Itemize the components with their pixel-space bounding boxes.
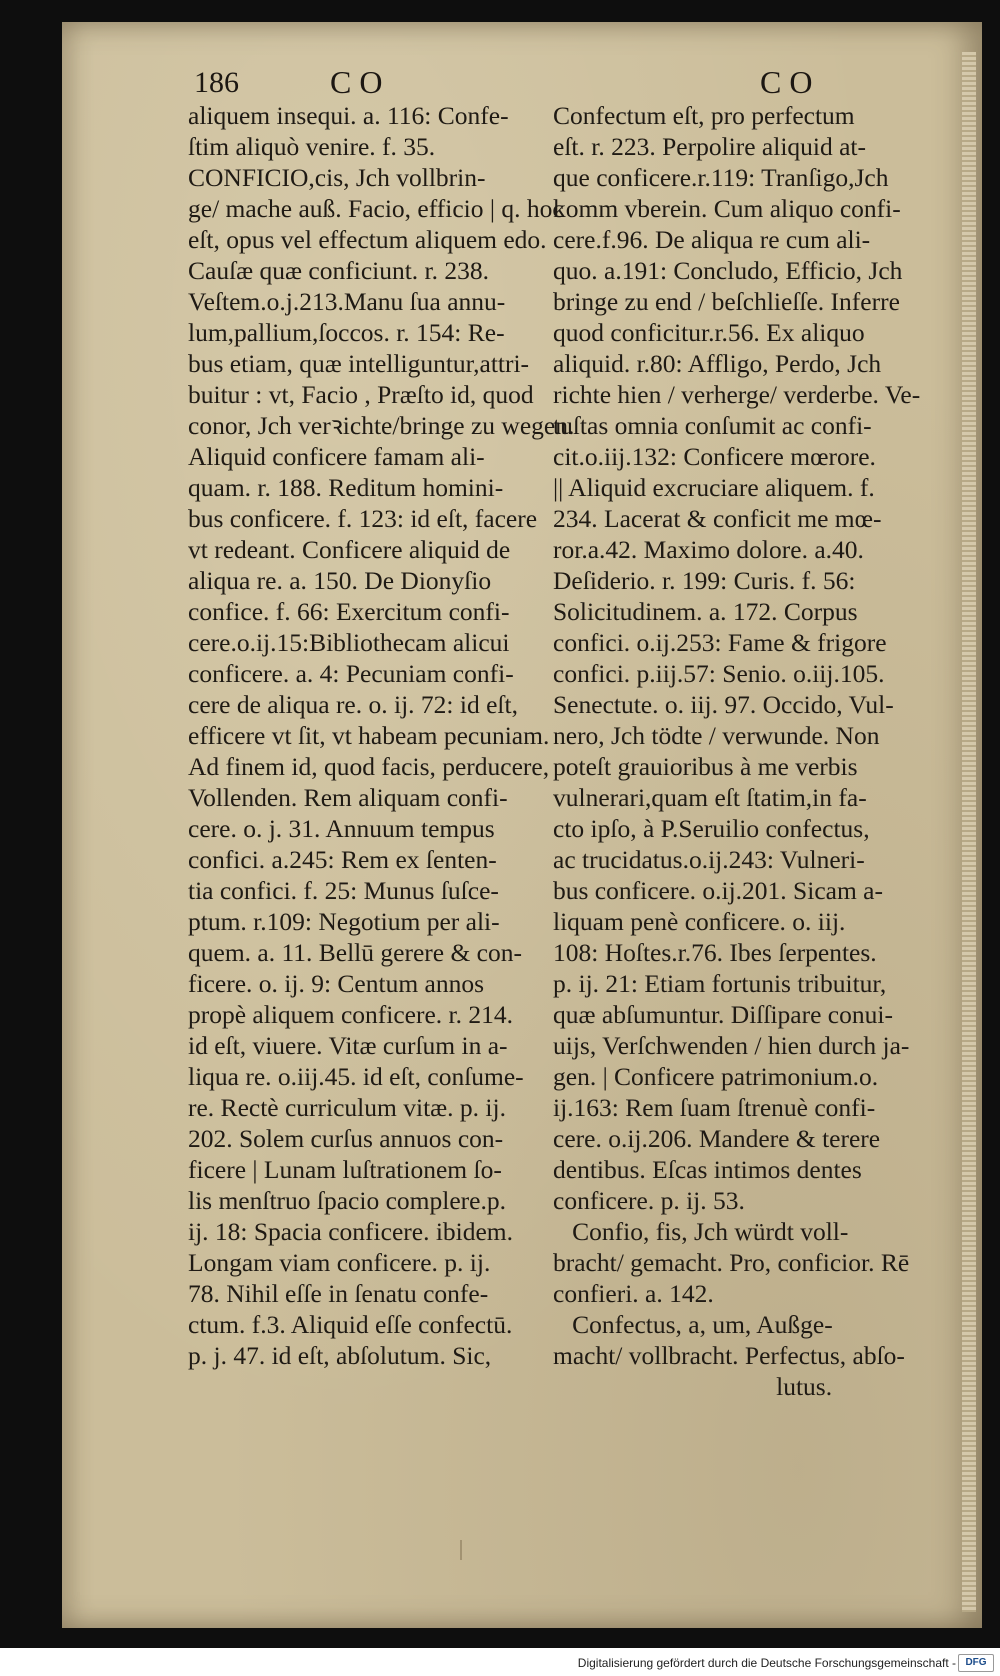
text-line: vulnerari,quam eſt ſtatim,in fa- (553, 783, 867, 812)
text-line: bracht/ gemacht. Pro, conficior. Rē (553, 1248, 910, 1277)
text-line: ge/ mache auß. Facio, efficio | q. hoc (188, 194, 564, 223)
text-line: buitur : vt, Facio , Præſto id, quod (188, 380, 534, 409)
text-line: Confio, fis, Jch würdt voll- (553, 1217, 849, 1246)
text-line: bus conficere. o.ij.201. Sicam a- (553, 876, 883, 905)
text-line: ptum. r.109: Negotium per ali- (188, 907, 500, 936)
text-line: Vollenden. Rem aliquam confi- (188, 783, 508, 812)
text-line: quæ abſumuntur. Diſſipare conui- (553, 1000, 893, 1029)
text-line: confieri. a. 142. (553, 1279, 714, 1308)
text-line: eſt, opus vel effectum aliquem edo. (188, 225, 547, 254)
text-line: aliquem insequi. a. 116: Confe- (188, 101, 509, 130)
text-line: cere de aliqua re. o. ij. 72: id eſt, (188, 690, 518, 719)
text-line: cere.f.96. De aliqua re cum ali- (553, 225, 871, 254)
text-line: quem. a. 11. Bellū gerere & con- (188, 938, 522, 967)
text-line: p. j. 47. id eſt, abſolutum. Sic, (188, 1341, 492, 1370)
text-line: cto ipſo, à P.Seruilio confectus, (553, 814, 870, 843)
page-number: 186 (194, 66, 239, 99)
text-line: ficere. o. ij. 9: Centum annos (188, 969, 485, 998)
dfg-logo: DFG (958, 1654, 994, 1672)
text-line: Confectus, a, um, Außge- (553, 1310, 833, 1339)
text-line: quam. r. 188. Reditum homini- (188, 473, 504, 502)
text-line: conor, Jch verꝛichte/bringe zu wegen. (188, 411, 575, 440)
text-line: lis menſtruo ſpacio complere.p. (188, 1186, 506, 1215)
text-line: Longam viam conficere. p. ij. (188, 1248, 491, 1277)
running-head-left: CO (330, 64, 391, 100)
text-line: Aliquid conficere famam ali- (188, 442, 485, 471)
text-line: aliquid. r.80: Affligo, Perdo, Jch (553, 349, 882, 378)
text-line: tuſtas omnia conſumit ac confi- (553, 411, 872, 440)
text-line: || Aliquid excruciare aliquem. f. (553, 473, 875, 502)
text-line: Deſiderio. r. 199: Curis. f. 56: (553, 566, 856, 595)
text-line: aliqua re. a. 150. De Dionyſio (188, 566, 492, 595)
text-line: que conficere.r.119: Tranſigo,Jch (553, 163, 889, 192)
text-line: conficere. a. 4: Pecuniam confi- (188, 659, 514, 688)
text-line: 78. Nihil eſſe in ſenatu confe- (188, 1279, 489, 1308)
text-line: confici. a.245: Rem ex ſenten- (188, 845, 497, 874)
page-mark (460, 1540, 462, 1560)
text-line: cere. o. j. 31. Annuum tempus (188, 814, 495, 843)
text-line: Veſtem.o.j.213.Manu ſua annu- (188, 287, 506, 316)
text-line: richte hien / verherge/ verderbe. Ve- (553, 380, 921, 409)
text-line: nero, Jch tödte / verwunde. Non (553, 721, 880, 750)
text-line: cere.o.ij.15:Bibliothecam alicui (188, 628, 510, 657)
text-line: conficere. p. ij. 53. (553, 1186, 745, 1215)
text-line: gen. | Conficere patrimonium.o. (553, 1062, 879, 1091)
text-line: Confectum eſt, pro perfectum (553, 101, 855, 130)
text-line: bringe zu end / beſchlieſſe. Inferre (553, 287, 900, 316)
text-line: confici. p.iij.57: Senio. o.iij.105. (553, 659, 885, 688)
running-head-right: CO (760, 64, 821, 100)
text-line: confice. f. 66: Exercitum confi- (188, 597, 510, 626)
right-text-column (553, 100, 923, 1402)
text-line: ficere | Lunam luſtrationem ſo- (188, 1155, 502, 1184)
text-line: id eſt, viuere. Vitæ curſum in a- (188, 1031, 508, 1060)
text-line: poteſt grauioribus à me verbis (553, 752, 858, 781)
text-line: vt redeant. Conficere aliquid de (188, 535, 511, 564)
text-line: lutus. (553, 1372, 833, 1401)
text-line: re. Rectè curriculum vitæ. p. ij. (188, 1093, 506, 1122)
text-line: Solicitudinem. a. 172. Corpus (553, 597, 858, 626)
text-line: ror.a.42. Maximo dolore. a.40. (553, 535, 864, 564)
text-line: Ad finem id, quod facis, perducere, (188, 752, 550, 781)
text-line: cere. o.ij.206. Mandere & terere (553, 1124, 881, 1153)
text-line: liquam penè conficere. o. iij. (553, 907, 846, 936)
text-line: cit.o.iij.132: Conficere mœrore. (553, 442, 876, 471)
text-line: uijs, Verſchwenden / hien durch ja- (553, 1031, 910, 1060)
text-line: quod conficitur.r.56. Ex aliquo (553, 318, 865, 347)
text-line: macht/ vollbracht. Perfectus, abſo- (553, 1341, 905, 1370)
text-line: ij.163: Rem ſuam ſtrenuè confi- (553, 1093, 876, 1122)
text-line: ij. 18: Spacia conficere. ibidem. (188, 1217, 514, 1246)
text-line: Cauſæ quæ conficiunt. r. 238. (188, 256, 490, 285)
text-line: p. ij. 21: Etiam fortunis tribuitur, (553, 969, 887, 998)
text-line: eſt. r. 223. Perpolire aliquid at- (553, 132, 867, 161)
text-line: ac trucidatus.o.ij.243: Vulneri- (553, 845, 865, 874)
text-line: liqua re. o.iij.45. id eſt, conſume- (188, 1062, 524, 1091)
text-line: tia confici. f. 25: Munus ſuſce- (188, 876, 499, 905)
text-line: komm vberein. Cum aliquo confi- (553, 194, 901, 223)
text-line: 234. Lacerat & conficit me mœ- (553, 504, 882, 533)
text-line: CONFICIO,cis, Jch vollbrin- (188, 163, 486, 192)
text-line: ſtim aliquò venire. f. 35. (188, 132, 436, 161)
text-line: lum,pallium,ſoccos. r. 154: Re- (188, 318, 505, 347)
text-line: quo. a.191: Concludo, Efficio, Jch (553, 256, 903, 285)
text-line: Senectute. o. iij. 97. Occido, Vul- (553, 690, 894, 719)
text-line: bus conficere. f. 123: id eſt, facere (188, 504, 538, 533)
text-line: dentibus. Eſcas intimos dentes (553, 1155, 862, 1184)
text-line: ctum. f.3. Aliquid eſſe confectū. (188, 1310, 513, 1339)
text-line: efficere vt ſit, vt habeam pecuniam. (188, 721, 550, 750)
text-line: confici. o.ij.253: Fame & frigore (553, 628, 887, 657)
left-text-column (188, 100, 575, 1371)
text-line: 108: Hoſtes.r.76. Ibes ſerpentes. (553, 938, 877, 967)
page-fore-edge (962, 52, 976, 1612)
digitization-footer (0, 1648, 1000, 1676)
text-line: bus etiam, quæ intelliguntur,attri- (188, 349, 530, 378)
text-line: 202. Solem curſus annuos con- (188, 1124, 504, 1153)
text-line: propè aliquem conficere. r. 214. (188, 1000, 514, 1029)
digitization-credit: Digitalisierung gefördert durch die Deutsche Forschungsgemeinschaft - (577, 1656, 956, 1670)
